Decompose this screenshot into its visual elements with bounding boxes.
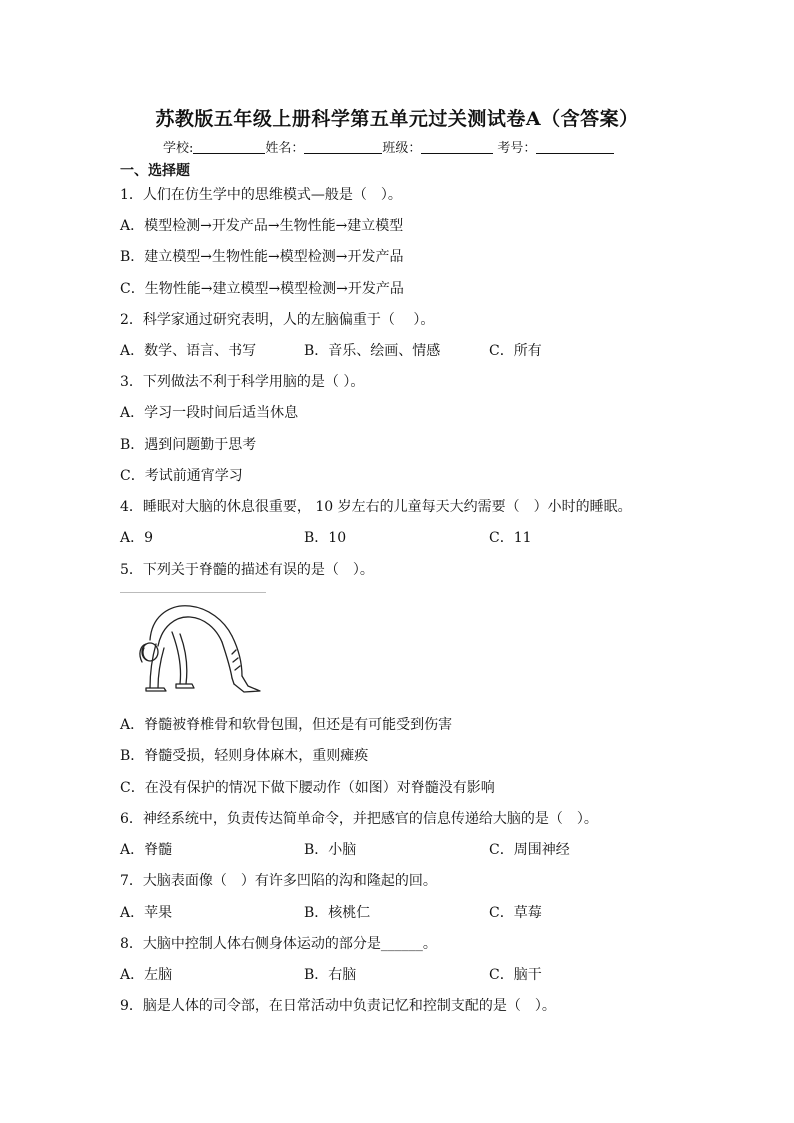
figure-top-rule: [120, 592, 266, 593]
question-5-option-c[interactable]: C．在没有保护的情况下做下腰动作（如图）对脊髓没有影响: [120, 780, 495, 796]
question-1-option-a[interactable]: A．模型检测→开发产品→生物性能→建立模型: [120, 218, 404, 234]
student-info-line: [163, 137, 643, 156]
question-6-option-a[interactable]: A．脊髓: [120, 842, 173, 858]
question-5-option-a[interactable]: A．脊髓被脊椎骨和软骨包围，但还是有可能受到伤害: [120, 717, 453, 733]
question-5-option-b[interactable]: B．脊髓受损，轻则身体麻木，重则瘫痪: [120, 748, 369, 764]
question-6-stem: 6．神经系统中，负责传达简单命令，并把感官的信息传递给大脑的是（ ）。: [120, 811, 598, 827]
name-blank[interactable]: [304, 139, 382, 154]
question-4-option-b[interactable]: B．10: [304, 530, 347, 546]
question-1-option-b[interactable]: B．建立模型→生物性能→模型检测→开发产品: [120, 249, 404, 265]
number-blank[interactable]: [536, 139, 614, 154]
question-1-option-c[interactable]: C．生物性能→建立模型→模型检测→开发产品: [120, 281, 404, 297]
question-7-stem: 7．大脑表面像（ ）有许多凹陷的沟和隆起的回。: [120, 873, 437, 889]
name-label: 姓名：: [265, 141, 305, 156]
question-2-option-c[interactable]: C．所有: [489, 343, 542, 359]
question-5-stem: 5．下列关于脊髓的描述有误的是（ ）。: [120, 562, 374, 578]
question-7-option-a[interactable]: A．苹果: [120, 905, 173, 921]
question-6-option-b[interactable]: B．小脑: [304, 842, 357, 858]
question-6-option-c[interactable]: C．周围神经: [489, 842, 570, 858]
question-3-option-a[interactable]: A．学习一段时间后适当休息: [120, 405, 299, 421]
question-2-option-a[interactable]: A．数学、语言、书写: [120, 343, 257, 359]
document-title: 苏教版五年级上册科学第五单元过关测试卷A（含答案）: [155, 108, 639, 130]
question-8-option-c[interactable]: C．脑干: [489, 967, 542, 983]
question-4-option-a[interactable]: A．9: [120, 530, 154, 546]
question-3-option-c[interactable]: C．考试前通宵学习: [120, 468, 243, 484]
class-blank[interactable]: [421, 139, 493, 154]
question-1-stem: 1．人们在仿生学中的思维模式—般是（ ）。: [120, 187, 402, 203]
class-label: 班级：: [382, 141, 422, 156]
question-8-option-a[interactable]: A．左脑: [120, 967, 173, 983]
number-label: 考号：: [497, 141, 537, 156]
question-8-option-b[interactable]: B．右脑: [304, 967, 357, 983]
question-7-option-b[interactable]: B．核桃仁: [304, 905, 371, 921]
question-3-option-b[interactable]: B．遇到问题勤于思考: [120, 437, 257, 453]
question-8-stem: 8．大脑中控制人体右侧身体运动的部分是______。: [120, 936, 437, 952]
backbend-figure: [120, 592, 266, 700]
school-label: 学校:: [163, 141, 194, 156]
question-2-stem: 2．科学家通过研究表明，人的左脑偏重于（ ）。: [120, 312, 435, 328]
question-2-option-b[interactable]: B．音乐、绘画、情感: [304, 343, 441, 359]
question-9-stem: 9．脑是人体的司令部，在日常活动中负责记忆和控制支配的是（ ）。: [120, 998, 556, 1014]
question-3-stem: 3．下列做法不利于科学用脑的是（ ）。: [120, 374, 365, 390]
question-4-option-c[interactable]: C．11: [489, 530, 532, 546]
question-7-option-c[interactable]: C．草莓: [489, 905, 542, 921]
question-4-stem: 4．睡眠对大脑的休息很重要， 10 岁左右的儿童每天大约需要（ ）小时的睡眠。: [120, 499, 632, 515]
section-heading: 一、选择题: [120, 163, 190, 179]
school-blank[interactable]: [193, 139, 265, 154]
backbend-pose-icon: [120, 592, 266, 700]
